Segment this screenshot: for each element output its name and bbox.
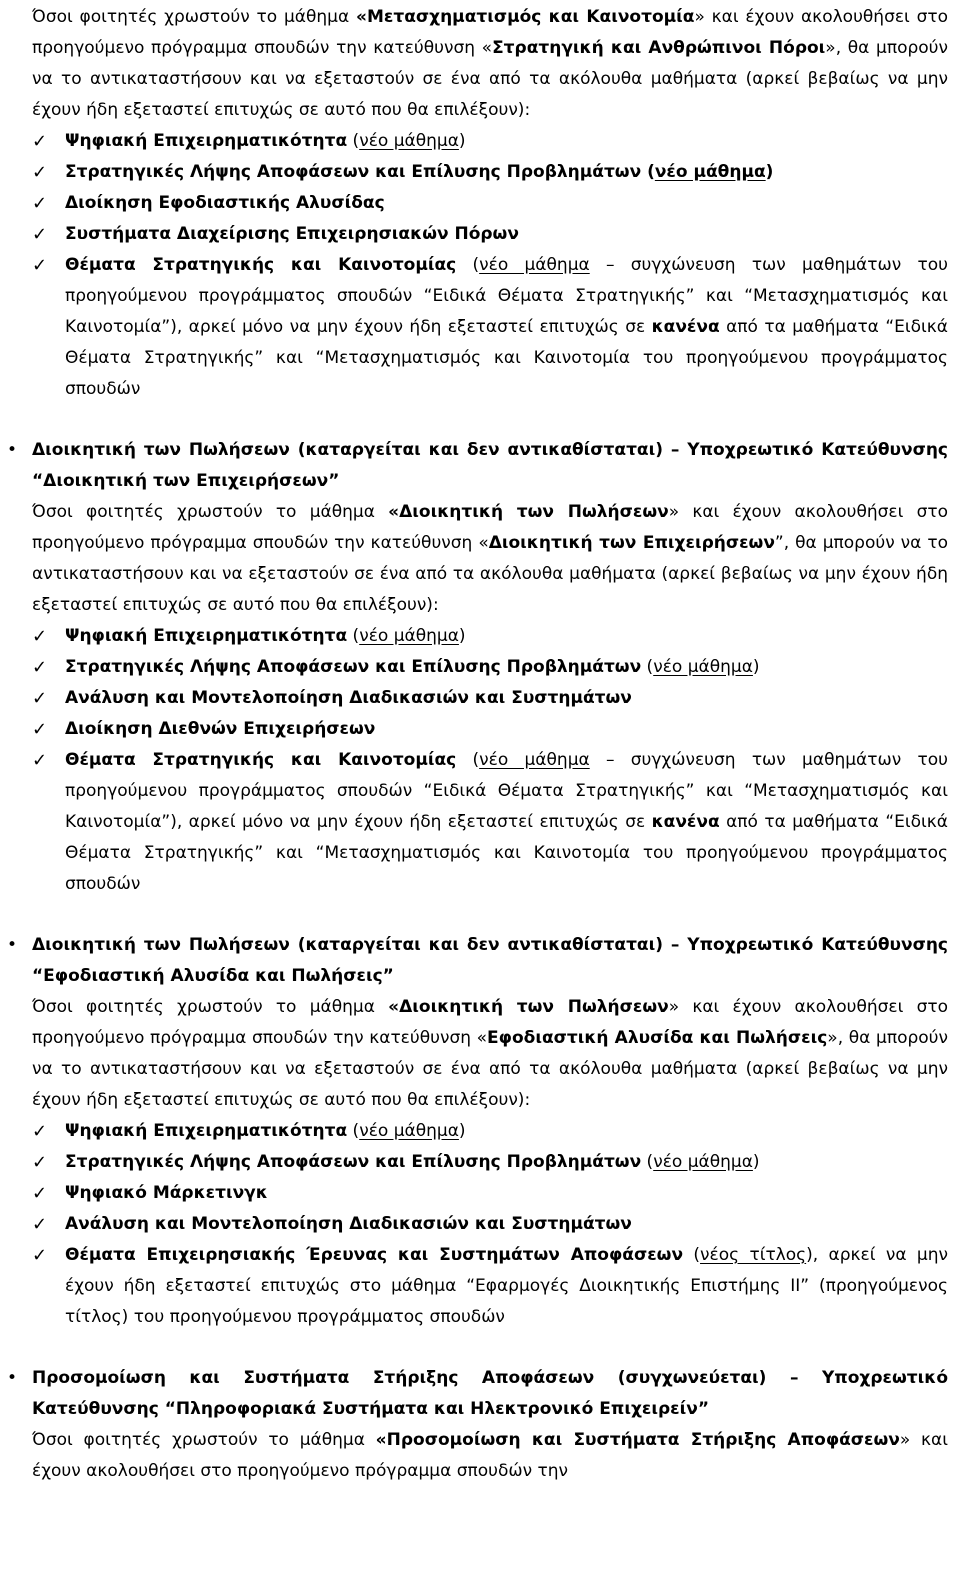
text-run: ): [458, 626, 466, 646]
text-run: Ψηφιακή Επιχειρηματικότητα: [65, 1121, 348, 1141]
list-item: [32, 1147, 948, 1178]
text-run: «Διοικητική των Πωλήσεων: [388, 997, 669, 1017]
list-item: [32, 745, 948, 900]
list-item: [32, 219, 948, 250]
text-run: Προσομοίωση και Συστήματα Στήριξης Αποφάσεων (συγχωνεύεται) – Υποχρεωτικό Κατεύθυνσης “Πληροφοριακά Συστήματα και Ηλεκτρονικό Επιχειρείν”: [32, 1368, 948, 1419]
text-run: Συστήματα Διαχείρισης Επιχειρησιακών Πόρων: [65, 224, 519, 244]
text-run: Εφοδιαστική Αλυσίδα και Πωλήσεις: [487, 1028, 828, 1048]
text-run: Στρατηγική και Ανθρώπινοι Πόροι: [492, 38, 826, 58]
text-run: «Διοικητική των Πωλήσεων: [388, 502, 669, 522]
text-run: (: [641, 1152, 654, 1172]
text-run: από τα μαθήματα “Ειδικά Θέματα Στρατηγικής” και “Μετασχηματισμός και Καινοτομία του προηγούμενου προγράμματος σπουδών: [65, 317, 948, 399]
text-run: » και έχουν ακολουθήσει στο προηγούμενο πρόγραμμα σπουδών την κατεύθυνση «: [32, 7, 949, 58]
list-item: [32, 621, 948, 652]
text-run: νέο μάθημα: [479, 255, 590, 275]
text-run: Ψηφιακή Επιχειρηματικότητα: [65, 131, 348, 151]
text-run: Ανάλυση και Μοντελοποίηση Διαδικασιών και Συστημάτων: [65, 1214, 632, 1234]
checkmark-icon: ✓: [32, 719, 48, 740]
text-run: «Προσομοίωση και Συστήματα Στήριξης Αποφάσεων: [375, 1430, 900, 1450]
text-run: » και έχουν ακολουθήσει στο προηγούμενο πρόγραμμα σπουδών την: [32, 1430, 948, 1481]
text-run: ), αρκεί να μην έχουν ήδη εξεταστεί επιτυχώς στο μάθημα “Εφαρμογές Διοικητικής Επιστήμης ΙΙ” (προηγούμενος τίτλος) του προηγούμενου προγράμματος σπουδών: [65, 1245, 948, 1327]
text-run: Στρατηγικές Λήψης Αποφάσεων και Επίλυσης Προβλημάτων: [65, 657, 642, 677]
text-run: Θέματα Επιχειρησιακής Έρευνας και Συστημάτων Αποφάσεων: [65, 1245, 684, 1265]
list-item: [32, 683, 948, 714]
text-run: (: [347, 626, 360, 646]
text-run: Θέματα Στρατηγικής και Καινοτομίας: [65, 255, 457, 275]
text-run: νέο μάθημα: [653, 657, 753, 677]
text-run: κανένα: [651, 812, 720, 832]
section-intro: [32, 2, 948, 126]
text-run: νέο μάθημα: [359, 1121, 459, 1141]
list-item: [32, 714, 948, 745]
text-run: », θα μπορούν να το αντικαταστήσουν και να εξεταστούν σε ένα από τα ακόλουθα μαθήματα (αρκεί βεβαίως να μην έχουν ήδη εξεταστεί επιτυχώς σε αυτό που θα επιλέξουν):: [32, 1028, 948, 1110]
text-run: » και έχουν ακολουθήσει στο προηγούμενο πρόγραμμα σπουδών την κατεύθυνση «: [32, 997, 948, 1048]
section: [32, 2, 948, 405]
section: [7, 930, 948, 1333]
text-run: Ανάλυση και Μοντελοποίηση Διαδικασιών και Συστημάτων: [65, 688, 632, 708]
text-run: «Μετασχηματισμός και Καινοτομία: [355, 7, 695, 27]
text-run: Στρατηγικές Λήψης Αποφάσεων και Επίλυσης Προβλημάτων (: [65, 162, 655, 182]
text-run: (: [347, 131, 360, 151]
course-list: [32, 621, 948, 900]
text-run: νέο μάθημα: [654, 162, 766, 182]
text-run: Διοίκηση Διεθνών Επιχειρήσεων: [65, 719, 376, 739]
list-item: [32, 126, 948, 157]
text-run: νέο μάθημα: [653, 1152, 753, 1172]
text-run: από τα μαθήματα “Ειδικά Θέματα Στρατηγικής” και “Μετασχηματισμός και Καινοτομία του προηγούμενου προγράμματος σπουδών: [65, 812, 948, 894]
text-run: νέος τίτλος: [700, 1245, 807, 1265]
text-run: κανένα: [651, 317, 720, 337]
text-run: ”, θα μπορούν να το αντικαταστήσουν και να εξεταστούν σε ένα από τα ακόλουθα μαθήματα (αρκεί βεβαίως να μην έχουν ήδη εξεταστεί επιτυχώς σε αυτό που θα επιλέξουν):: [32, 533, 949, 615]
checkmark-icon: ✓: [32, 750, 48, 771]
checkmark-icon: ✓: [32, 657, 48, 678]
text-run: (: [683, 1245, 701, 1265]
text-run: νέο μάθημα: [359, 626, 459, 646]
checkmark-icon: ✓: [32, 626, 48, 647]
text-run: Θέματα Στρατηγικής και Καινοτομίας: [65, 750, 457, 770]
list-item: [32, 1178, 948, 1209]
checkmark-icon: ✓: [32, 688, 48, 709]
bullet-icon: •: [7, 1368, 18, 1388]
text-run: Διοικητική των Πωλήσεων (καταργείται και δεν αντικαθίσταται) – Υποχρεωτικό Κατεύθυνσης “Διοικητική των Επιχειρήσεων”: [32, 440, 948, 491]
list-item: [32, 1209, 948, 1240]
text-run: (: [456, 750, 480, 770]
checkmark-icon: ✓: [32, 1152, 48, 1173]
checkmark-icon: ✓: [32, 1214, 48, 1235]
text-run: Ψηφιακό Μάρκετινγκ: [65, 1183, 268, 1203]
text-run: (: [641, 657, 654, 677]
section: [7, 435, 949, 900]
text-run: ): [752, 1152, 760, 1172]
section-heading: [7, 930, 948, 992]
text-run: Όσοι φοιτητές χρωστούν το μάθημα: [32, 1430, 376, 1450]
document-body: [7, 0, 949, 1487]
checkmark-icon: ✓: [32, 131, 48, 152]
section: [7, 1363, 948, 1487]
section-intro: [32, 497, 948, 621]
text-run: ): [458, 1121, 466, 1141]
section-heading: [7, 1363, 948, 1425]
checkmark-icon: ✓: [32, 224, 48, 245]
text-run: ): [765, 162, 774, 182]
text-run: Όσοι φοιτητές χρωστούν το μάθημα: [32, 997, 389, 1017]
text-run: νέο μάθημα: [479, 750, 590, 770]
checkmark-icon: ✓: [32, 1121, 48, 1142]
text-run: – συγχώνευση των μαθημάτων του προηγούμενου προγράμματος σπουδών “Ειδικά Θέματα Στρατηγικής” και “Μετασχηματισμός και Καινοτομία”), αρκεί μόνο να μην έχουν ήδη εξεταστεί επιτυχώς σε: [65, 750, 948, 832]
text-run: Διοικητική των Επιχειρήσεων: [488, 533, 775, 553]
text-run: (: [347, 1121, 360, 1141]
section-heading: [7, 435, 948, 497]
list-item: [32, 652, 948, 683]
text-run: – συγχώνευση των μαθημάτων του προηγούμενου προγράμματος σπουδών “Ειδικά Θέματα Στρατηγικής” και “Μετασχηματισμός και Καινοτομία”), αρκεί μόνο να μην έχουν ήδη εξεταστεί επιτυχώς σε: [65, 255, 948, 337]
checkmark-icon: ✓: [32, 162, 48, 183]
checkmark-icon: ✓: [32, 1245, 48, 1266]
bullet-icon: •: [7, 440, 18, 460]
text-run: νέο μάθημα: [359, 131, 459, 151]
text-run: Ψηφιακή Επιχειρηματικότητα: [65, 626, 348, 646]
list-item: [32, 1116, 948, 1147]
list-item: [32, 188, 948, 219]
checkmark-icon: ✓: [32, 193, 48, 214]
text-run: Διοίκηση Εφοδιαστικής Αλυσίδας: [65, 193, 385, 213]
text-run: Στρατηγικές Λήψης Αποφάσεων και Επίλυσης Προβλημάτων: [65, 1152, 642, 1172]
text-run: (: [456, 255, 480, 275]
text-run: » και έχουν ακολουθήσει στο προηγούμενο πρόγραμμα σπουδών την κατεύθυνση «: [32, 502, 948, 553]
list-item: [32, 157, 948, 188]
list-item: [32, 1240, 948, 1333]
course-list: [32, 126, 948, 405]
text-run: ): [458, 131, 466, 151]
text-run: ): [752, 657, 760, 677]
bullet-icon: •: [7, 935, 18, 955]
checkmark-icon: ✓: [32, 255, 48, 276]
text-run: Όσοι φοιτητές χρωστούν το μάθημα: [32, 7, 356, 27]
section-intro: [32, 1425, 948, 1487]
text-run: Όσοι φοιτητές χρωστούν το μάθημα: [32, 502, 389, 522]
checkmark-icon: ✓: [32, 1183, 48, 1204]
text-run: », θα μπορούν να το αντικαταστήσουν και να εξεταστούν σε ένα από τα ακόλουθα μαθήματα (αρκεί βεβαίως να μην έχουν ήδη εξεταστεί επιτυχώς σε αυτό που θα επιλέξουν):: [32, 38, 948, 120]
section-intro: [32, 992, 948, 1116]
list-item: [32, 250, 948, 405]
course-list: [32, 1116, 948, 1333]
text-run: Διοικητική των Πωλήσεων (καταργείται και δεν αντικαθίσταται) – Υποχρεωτικό Κατεύθυνσης “Εφοδιαστική Αλυσίδα και Πωλήσεις”: [32, 935, 948, 986]
